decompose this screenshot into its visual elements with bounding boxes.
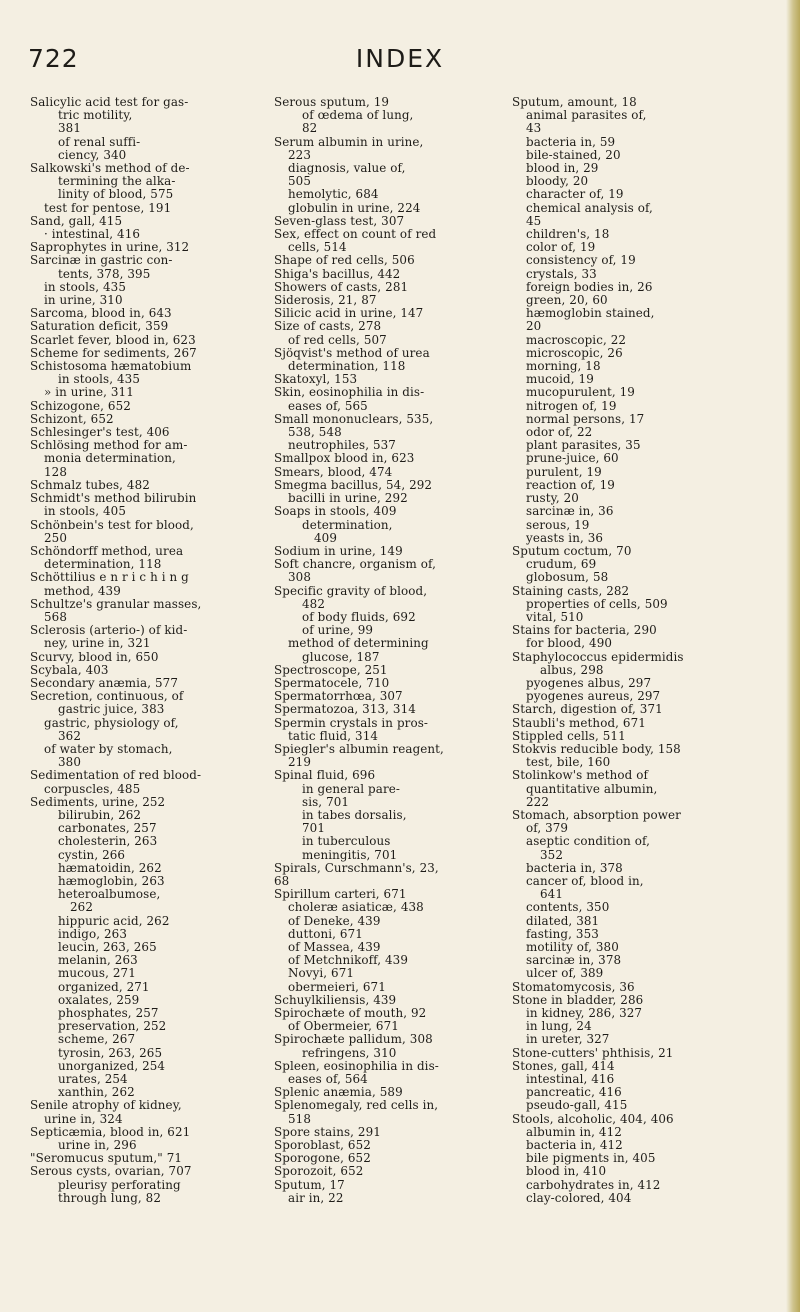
- index-entry: Saturation deficit, 359: [30, 319, 169, 334]
- index-entry: eases of, 565: [288, 398, 368, 413]
- index-entry: Spectroscope, 251: [274, 662, 388, 677]
- index-entry: in general pare-: [302, 781, 400, 796]
- index-entry: Sand, gall, 415: [30, 213, 123, 228]
- index-entry: Spiegler's albumin reagent,: [274, 741, 444, 756]
- index-entry: animal parasites of,: [526, 108, 647, 123]
- index-entry: Splenomegaly, red cells in,: [274, 1098, 439, 1113]
- index-entry: tric motility,: [58, 108, 133, 123]
- index-entry: determination, 118: [288, 359, 406, 374]
- index-entry: Sarcinæ in gastric con-: [30, 253, 173, 268]
- index-entry: 641: [540, 887, 563, 902]
- index-entry: Sputum coctum, 70: [512, 543, 632, 558]
- index-entry: clay-colored, 404: [526, 1190, 632, 1205]
- index-entry: Stains for bacteria, 290: [512, 623, 657, 638]
- index-entry: Sporoblast, 652: [274, 1138, 371, 1153]
- index-entry: bacilli in urine, 292: [288, 491, 408, 506]
- index-entry: Skatoxyl, 153: [274, 372, 358, 387]
- index-entry: 68: [274, 873, 290, 888]
- index-entry: Salicylic acid test for gas-: [30, 95, 189, 109]
- index-entry: mucous, 271: [58, 966, 136, 981]
- index-entry: Soft chancre, organism of,: [274, 557, 436, 572]
- index-entry: aseptic condition of,: [526, 834, 650, 849]
- index-entry: character of, 19: [526, 187, 624, 202]
- index-entry: macroscopic, 22: [526, 332, 627, 347]
- index-entry: prune-juice, 60: [526, 451, 619, 466]
- index-entry: test, bile, 160: [526, 755, 611, 770]
- index-entry: refringens, 310: [302, 1045, 397, 1060]
- index-entry: hæmoglobin stained,: [526, 306, 655, 321]
- index-entry: blood in, 29: [526, 161, 599, 176]
- index-entry: method, 439: [44, 583, 121, 598]
- index-entry: Serous cysts, ovarian, 707: [30, 1164, 192, 1179]
- index-entry: Shiga's bacillus, 442: [274, 266, 401, 281]
- index-entry: of water by stomach,: [44, 741, 173, 756]
- index-entry: crystals, 33: [526, 266, 597, 281]
- index-entry: consistency of, 19: [526, 253, 636, 268]
- index-entry: Spirochæte pallidum, 308: [274, 1032, 433, 1047]
- index-entry: purulent, 19: [526, 464, 602, 479]
- index-entry: pseudo-gall, 415: [526, 1098, 628, 1113]
- index-entry: Schuylkiliensis, 439: [274, 992, 397, 1007]
- index-entry: cholesterin, 263: [58, 834, 158, 849]
- index-entry: globulin in urine, 224: [288, 200, 421, 215]
- index-entry: chemical analysis of,: [526, 200, 653, 215]
- index-entry: Stomatomycosis, 36: [512, 979, 635, 994]
- index-entry: 482: [302, 596, 325, 611]
- index-entry: ciency, 340: [58, 147, 127, 162]
- index-entry: organized, 271: [58, 979, 150, 994]
- index-entry: Sjöqvist's method of urea: [274, 345, 430, 360]
- index-entry: 45: [526, 213, 542, 228]
- index-entry: gastric, physiology of,: [44, 715, 179, 730]
- index-entry: plant parasites, 35: [526, 438, 641, 453]
- index-entry: color of, 19: [526, 240, 596, 255]
- index-entry: 701: [302, 821, 325, 836]
- index-entry: bile-stained, 20: [526, 147, 621, 162]
- index-entry: through lung, 82: [58, 1190, 162, 1205]
- index-entry: Scybala, 403: [30, 662, 109, 677]
- index-entry: cystin, 266: [58, 847, 126, 862]
- index-entry: of œdema of lung,: [302, 108, 414, 123]
- index-entry: Schönbein's test for blood,: [30, 517, 194, 532]
- index-entry: in stools, 435: [58, 372, 140, 387]
- index-entry: Spirillum carteri, 671: [274, 887, 407, 902]
- index-entry: 20: [526, 319, 542, 334]
- index-entry: bloody, 20: [526, 174, 589, 189]
- index-entry: foreign bodies in, 26: [526, 279, 653, 294]
- index-entry: corpuscles, 485: [44, 781, 141, 796]
- index-entry: serous, 19: [526, 517, 590, 532]
- index-entry: 505: [288, 174, 311, 189]
- index-entry: pancreatic, 416: [526, 1085, 622, 1100]
- index-entry: Sediments, urine, 252: [30, 794, 166, 809]
- index-entry: Small mononuclears, 535,: [274, 411, 434, 426]
- index-entry: Seven-glass test, 307: [274, 213, 405, 228]
- index-entry: crudum, 69: [526, 557, 597, 572]
- index-entry: 128: [44, 464, 67, 479]
- index-entry: Stone in bladder, 286: [512, 992, 644, 1007]
- index-entry: Schmalz tubes, 482: [30, 477, 150, 492]
- index-entry: 43: [526, 121, 542, 136]
- index-entry: Spore stains, 291: [274, 1124, 381, 1139]
- index-entry: heteroalbumose,: [58, 887, 161, 902]
- index-entry: determination, 118: [44, 557, 162, 572]
- index-entry: Stippled cells, 511: [512, 728, 626, 743]
- index-entry: of Obermeier, 671: [288, 1019, 399, 1034]
- index-entry: urates, 254: [58, 1072, 128, 1087]
- index-entry: choleræ asiaticæ, 438: [288, 900, 424, 915]
- index-entry: in ureter, 327: [526, 1032, 610, 1047]
- index-entry: duttoni, 671: [288, 926, 363, 941]
- index-entry: 518: [288, 1111, 311, 1126]
- index-entry: » in urine, 311: [44, 385, 134, 400]
- index-entry: bacteria in, 378: [526, 860, 623, 875]
- index-entry: bile pigments in, 405: [526, 1151, 656, 1166]
- index-entry: mucoid, 19: [526, 372, 594, 387]
- index-entry: Septicæmia, blood in, 621: [30, 1124, 191, 1139]
- index-entry: normal persons, 17: [526, 411, 645, 426]
- index-entry: Staubli's method, 671: [512, 715, 646, 730]
- index-entry: fasting, 353: [526, 926, 599, 941]
- index-entry: Stomach, absorption power: [512, 807, 681, 822]
- index-entry: Smears, blood, 474: [274, 464, 393, 479]
- index-entry: reaction of, 19: [526, 477, 615, 492]
- index-entry: of body fluids, 692: [302, 609, 416, 624]
- index-entry: of urine, 99: [302, 623, 374, 638]
- index-entry: bacteria in, 59: [526, 134, 616, 149]
- index-entry: Smallpox blood in, 623: [274, 451, 415, 466]
- index-entry: 250: [44, 530, 67, 545]
- index-entry: linity of blood, 575: [58, 187, 174, 202]
- index-entry: Sedimentation of red blood-: [30, 768, 202, 783]
- index-entry: air in, 22: [288, 1190, 344, 1205]
- index-entry: morning, 18: [526, 359, 601, 374]
- index-entry: Schistosoma hæmatobium: [30, 359, 192, 374]
- index-column-3: [512, 96, 748, 1205]
- index-entry: 308: [288, 570, 311, 585]
- index-entry: sarcinæ in, 378: [526, 953, 622, 968]
- index-entry: Stones, gall, 414: [512, 1058, 615, 1073]
- index-entry: in stools, 435: [44, 279, 126, 294]
- index-entry: Stools, alcoholic, 404, 406: [512, 1111, 674, 1126]
- index-entry: Schlesinger's test, 406: [30, 425, 170, 440]
- index-entry: Serum albumin in urine,: [274, 134, 424, 149]
- index-entry: Starch, digestion of, 371: [512, 702, 663, 717]
- index-entry: hippuric acid, 262: [58, 913, 170, 928]
- index-entry: monia determination,: [44, 451, 176, 466]
- index-entry: nitrogen of, 19: [526, 398, 617, 413]
- index-entry: motility of, 380: [526, 940, 619, 954]
- index-entry: in lung, 24: [526, 1019, 592, 1034]
- index-entry: bilirubin, 262: [58, 807, 142, 822]
- index-entry: Silicic acid in urine, 147: [274, 306, 424, 321]
- index-entry: Spirals, Curschmann's, 23,: [274, 860, 439, 875]
- index-entry: Soaps in stools, 409: [274, 504, 397, 519]
- index-entry: Showers of casts, 281: [274, 279, 409, 294]
- index-entry: carbonates, 257: [58, 821, 157, 836]
- index-entry: 219: [288, 755, 311, 770]
- index-entry: Shape of red cells, 506: [274, 253, 415, 268]
- index-entry: bacteria in, 412: [526, 1138, 623, 1153]
- index-entry: in stools, 405: [44, 504, 126, 519]
- index-entry: in kidney, 286, 327: [526, 1006, 643, 1021]
- index-entry: determination,: [302, 517, 393, 532]
- index-entry: eases of, 564: [288, 1072, 368, 1087]
- index-entry: melanin, 263: [58, 953, 138, 968]
- index-entry: Sarcoma, blood in, 643: [30, 306, 172, 321]
- index-entry: phosphates, 257: [58, 1006, 159, 1021]
- index-entry: Sclerosis (arterio-) of kid-: [30, 623, 188, 638]
- index-entry: Scarlet fever, blood in, 623: [30, 332, 196, 347]
- index-entry: 352: [540, 847, 563, 862]
- index-entry: microscopic, 26: [526, 345, 623, 360]
- index-entry: vital, 510: [526, 609, 584, 624]
- index-column-2: [274, 96, 504, 1205]
- index-entry: Senile atrophy of kidney,: [30, 1098, 182, 1113]
- index-entry: 381: [58, 121, 81, 136]
- index-entry: Sputum, amount, 18: [512, 95, 637, 109]
- index-entry: of renal suffi-: [58, 134, 141, 149]
- index-entry: properties of cells, 509: [526, 596, 668, 611]
- index-entry: · intestinal, 416: [44, 227, 141, 242]
- index-entry: Spleen, eosinophilia in dis-: [274, 1058, 439, 1073]
- index-column-1: [30, 96, 268, 1205]
- index-entry: Stokvis reducible body, 158: [512, 741, 681, 756]
- index-entry: preservation, 252: [58, 1019, 167, 1034]
- index-entry: gastric juice, 383: [58, 702, 165, 717]
- index-entry: cells, 514: [288, 240, 347, 255]
- index-entry: sis, 701: [302, 794, 350, 809]
- index-entry: pyogenes aureus, 297: [526, 689, 661, 704]
- index-entry: Sex, effect on count of red: [274, 227, 437, 242]
- index-entry: 222: [526, 794, 549, 809]
- index-entry: of red cells, 507: [288, 332, 387, 347]
- index-entry: Spermin crystals in pros-: [274, 715, 429, 730]
- index-entry: hemolytic, 684: [288, 187, 379, 202]
- index-entry: Serous sputum, 19: [274, 95, 390, 109]
- index-entry: of Massea, 439: [288, 940, 381, 954]
- index-entry: tatic fluid, 314: [288, 728, 379, 743]
- index-entry: dilated, 381: [526, 913, 600, 928]
- index-entry: glucose, 187: [302, 649, 380, 664]
- index-entry: albus, 298: [540, 662, 604, 677]
- page-number: 722: [28, 44, 79, 73]
- index-entry: Salkowski's method of de-: [30, 161, 190, 176]
- page-edge-shadow: [786, 0, 800, 1312]
- index-entry: children's, 18: [526, 227, 610, 242]
- index-entry: in tabes dorsalis,: [302, 807, 407, 822]
- index-entry: for blood, 490: [526, 636, 613, 651]
- index-entry: Sodium in urine, 149: [274, 543, 403, 558]
- index-entry: Sporozoit, 652: [274, 1164, 364, 1179]
- index-entry: 568: [44, 609, 67, 624]
- index-entry: ney, urine in, 321: [44, 636, 151, 651]
- index-entry: 409: [314, 530, 337, 545]
- index-entry: Staphylococcus epidermidis: [512, 649, 684, 664]
- index-entry: indigo, 263: [58, 926, 128, 941]
- index-entry: scheme, 267: [58, 1032, 136, 1047]
- index-entry: Schizogone, 652: [30, 398, 131, 413]
- index-entry: blood in, 410: [526, 1164, 607, 1179]
- index-entry: mucopurulent, 19: [526, 385, 635, 400]
- index-entry: "Seromucus sputum," 71: [30, 1151, 183, 1166]
- index-entry: rusty, 20: [526, 491, 579, 506]
- index-entry: hæmoglobin, 263: [58, 873, 165, 888]
- index-entry: of Metchnikoff, 439: [288, 953, 409, 968]
- index-entry: Stone-cutters' phthisis, 21: [512, 1045, 674, 1060]
- index-entry: of, 379: [526, 821, 569, 836]
- index-entry: neutrophiles, 537: [288, 438, 396, 453]
- index-entry: Secretion, continuous, of: [30, 689, 184, 704]
- index-entry: intestinal, 416: [526, 1072, 615, 1087]
- index-entry: tyrosin, 263, 265: [58, 1045, 163, 1060]
- index-entry: quantitative albumin,: [526, 781, 658, 796]
- index-entry: odor of, 22: [526, 425, 593, 440]
- page-header: [0, 44, 800, 84]
- index-entry: meningitis, 701: [302, 847, 398, 862]
- index-entry: obermeieri, 671: [288, 979, 386, 994]
- index-entry: Schöndorff method, urea: [30, 543, 184, 558]
- index-entry: hæmatoidin, 262: [58, 860, 162, 875]
- index-entry: Stolinkow's method of: [512, 768, 648, 783]
- index-entry: urine in, 296: [58, 1138, 137, 1153]
- index-entry: albumin in, 412: [526, 1124, 622, 1139]
- index-entry: Novyi, 671: [288, 966, 355, 981]
- index-entry: test for pentose, 191: [44, 200, 172, 215]
- index-entry: Schlösing method for am-: [30, 438, 188, 453]
- index-entry: tents, 378, 395: [58, 266, 151, 281]
- index-entry: xanthin, 262: [58, 1085, 135, 1100]
- index-entry: yeasts in, 36: [526, 530, 604, 545]
- index-entry: globosum, 58: [526, 570, 609, 585]
- index-entry: 262: [70, 900, 93, 915]
- index-entry: in urine, 310: [44, 293, 123, 308]
- index-entry: Splenic anæmia, 589: [274, 1085, 403, 1100]
- index-entry: green, 20, 60: [526, 293, 608, 308]
- index-entry: leucin, 263, 265: [58, 940, 157, 954]
- index-entry: Spermatocele, 710: [274, 675, 390, 690]
- index-entry: Scheme for sediments, 267: [30, 345, 197, 360]
- index-entry: cancer of, blood in,: [526, 873, 644, 888]
- index-entry: diagnosis, value of,: [288, 161, 406, 176]
- index-entry: Scurvy, blood in, 650: [30, 649, 159, 664]
- index-entry: Spinal fluid, 696: [274, 768, 376, 783]
- index-entry: method of determining: [288, 636, 429, 651]
- index-entry: pleurisy perforating: [58, 1177, 181, 1192]
- index-entry: Sputum, 17: [274, 1177, 345, 1192]
- index-entry: Spermatozoa, 313, 314: [274, 702, 416, 717]
- index-entry: Siderosis, 21, 87: [274, 293, 377, 308]
- page-title: INDEX: [355, 44, 445, 73]
- index-entry: contents, 350: [526, 900, 610, 915]
- index-entry: Skin, eosinophilia in dis-: [274, 385, 425, 400]
- index-entry: Schmidt's method bilirubin: [30, 491, 197, 506]
- index-entry: Sporogone, 652: [274, 1151, 371, 1166]
- index-entry: 362: [58, 728, 81, 743]
- index-entry: Schizont, 652: [30, 411, 114, 426]
- index-entry: 82: [302, 121, 318, 136]
- index-entry: Specific gravity of blood,: [274, 583, 428, 598]
- index-entry: in tuberculous: [302, 834, 391, 849]
- index-entry: of Deneke, 439: [288, 913, 381, 928]
- index-entry: 538, 548: [288, 425, 342, 440]
- index-entry: Schultze's granular masses,: [30, 596, 202, 611]
- index-entry: ulcer of, 389: [526, 966, 604, 981]
- index-entry: sarcinæ in, 36: [526, 504, 614, 519]
- index-entry: Secondary anæmia, 577: [30, 675, 178, 690]
- index-entry: Spirochæte of mouth, 92: [274, 1006, 427, 1021]
- index-entry: Saprophytes in urine, 312: [30, 240, 190, 255]
- index-entry: Spermatorrhœa, 307: [274, 689, 403, 704]
- index-entry: unorganized, 254: [58, 1058, 166, 1073]
- index-entry: carbohydrates in, 412: [526, 1177, 661, 1192]
- index-entry: oxalates, 259: [58, 992, 140, 1007]
- index-entry: termining the alka-: [58, 174, 176, 189]
- index-entry: Staining casts, 282: [512, 583, 630, 598]
- index-entry: 223: [288, 147, 311, 162]
- index-entry: 380: [58, 755, 81, 770]
- index-entry: urine in, 324: [44, 1111, 123, 1126]
- index-entry: Smegma bacillus, 54, 292: [274, 477, 433, 492]
- index-entry: Schöttilius e n r i c h i n g: [30, 570, 189, 585]
- index-entry: Size of casts, 278: [274, 319, 382, 334]
- index-entry: pyogenes albus, 297: [526, 675, 652, 690]
